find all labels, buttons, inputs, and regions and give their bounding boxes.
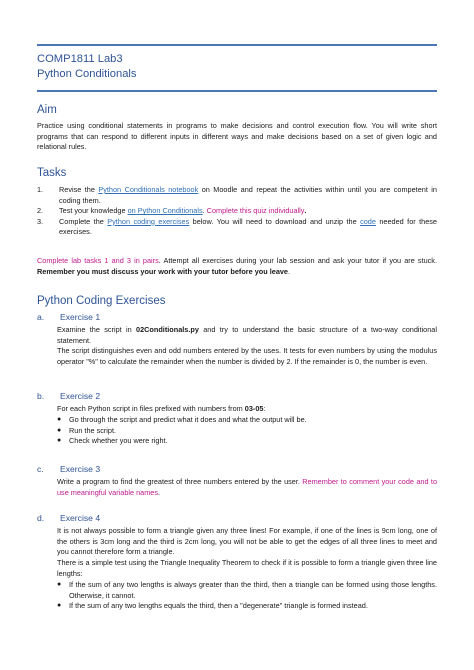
exercise-1-heading: a. Exercise 1 bbox=[37, 312, 101, 322]
tasks-note: Complete lab tasks 1 and 3 in pairs. Attempt all exercises during your lab session and ask your tutor if you are stuck. Remember you must discuss your work with your tutor before you leave. bbox=[37, 256, 437, 276]
exercise-4-heading: d. Exercise 4 bbox=[37, 513, 101, 523]
exercise-2-bullets bbox=[57, 415, 437, 447]
exercises-heading: Python Coding Exercises bbox=[37, 295, 166, 307]
task-item-1: 1. Revise the Python Conditionals notebook on Moodle and repeat the activities within until you are competent in coding them. bbox=[37, 185, 437, 205]
bullet-icon: ● bbox=[57, 416, 62, 423]
exercise-3-text: Write a program to find the greatest of three numbers entered by the user. Remember to comment your code and to use meaningful variable names. bbox=[57, 477, 437, 497]
header-top-rule bbox=[37, 44, 437, 46]
list-item: ● Go through the script and predict what it does and what the output will be. bbox=[57, 415, 307, 424]
exercise-4-p2: There is a simple test using the Triangle Inequality Theorem to check if it is possible to form a triangle given three line lengths: bbox=[57, 558, 437, 578]
exercise-1-p2: The script distinguishes even and odd numbers entered by the uses. It tests for even numbers by using the modulus operator "%" to calculate the remainder when the number is divided by 2. If the remainder is 0, the number is even. bbox=[57, 346, 437, 366]
aim-heading: Aim bbox=[37, 104, 57, 116]
coding-exercises-link[interactable]: Python coding exercises bbox=[107, 216, 190, 226]
exercise-2-intro: For each Python script in files prefixed with numbers from 03-05: bbox=[57, 404, 266, 413]
task-item-2: 2. Test your knowledge on Python Conditionals. Complete this quiz individually. bbox=[37, 206, 307, 216]
tasks-heading: Tasks bbox=[37, 167, 67, 179]
bullet-icon: ● bbox=[57, 602, 62, 610]
bullet-icon: ● bbox=[57, 426, 62, 434]
page-title: Python Conditionals bbox=[37, 68, 137, 80]
task-item-3: 3. Complete the Python coding exercises below. You will need to download and unzip the code needed for these exercises. bbox=[37, 216, 437, 237]
notebook-link[interactable]: Python Conditionals notebook bbox=[98, 185, 199, 194]
list-item: ● Check whether you were right. bbox=[57, 436, 168, 446]
exercise-3-heading: c. Exercise 3 bbox=[37, 464, 101, 474]
list-item: ● If the sum of any two lengths is always greater than the third, then a triangle can be formed using those lengths. Otherwise, it cannot. bbox=[57, 580, 437, 600]
header-bottom-rule bbox=[37, 90, 437, 92]
course-code: COMP1811 Lab3 bbox=[37, 53, 123, 65]
list-item: ● Run the script. bbox=[57, 425, 117, 435]
aim-text: Practice using conditional statements in programs to make decisions and control execution flow. You will write short programs that can respond to different inputs in different ways and make decisions based on a set of given logic and relational rules. bbox=[37, 121, 437, 152]
exercise-4-p1: It is not always possible to form a triangle given any three lines! For example, if one of the lines is 9cm long, one of the others is 3cm long and the third is 2cm long, you will not be able to get the edges of all three lines to meet and you cannot therefore form a triangle. bbox=[57, 526, 437, 557]
list-item: ● If the sum of any two lengths equals the third, then a "degenerate" triangle is formed instead. bbox=[57, 601, 368, 611]
quiz-link[interactable]: on Python Conditionals bbox=[127, 206, 203, 216]
code-link[interactable]: code bbox=[360, 216, 376, 226]
exercise-2-heading: b. Exercise 2 bbox=[37, 391, 101, 401]
bullet-icon: ● bbox=[57, 581, 62, 588]
bullet-icon: ● bbox=[57, 437, 62, 445]
exercise-4-bullets bbox=[57, 580, 437, 612]
exercise-1-p1: Examine the script in 02Conditionals.py and try to understand the basic structure of a two-way conditional statement. bbox=[57, 325, 437, 345]
task-list bbox=[37, 185, 437, 238]
